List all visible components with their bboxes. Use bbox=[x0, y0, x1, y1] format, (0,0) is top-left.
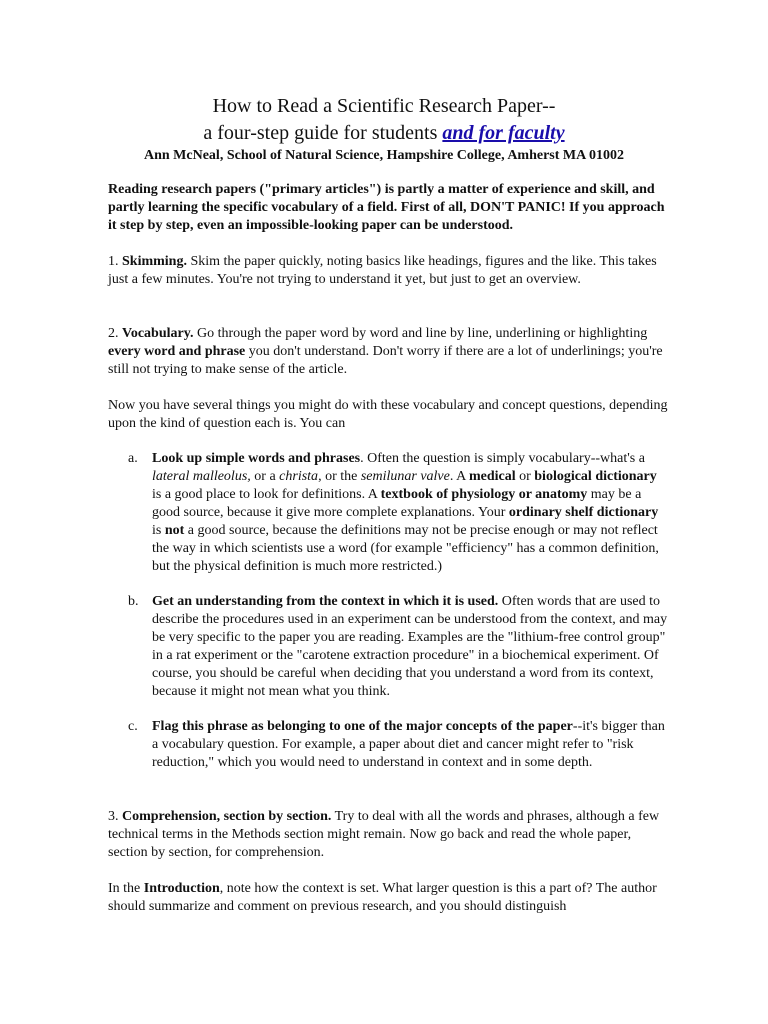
emphasis: medical bbox=[468, 469, 516, 484]
page-title-line1: How to Read a Scientific Research Paper-- bbox=[212, 95, 556, 117]
intro-paragraph: Reading research papers ("primary articles") is partly a matter of experience and skill, and partly learning the specific vocabulary of a field. First of all, DON'T PANIC! If you approach it step by step, even an impossible-looking paper can be understood. bbox=[108, 182, 665, 233]
emphasis: Introduction bbox=[143, 881, 220, 896]
page-title-line2 bbox=[0, 121, 768, 146]
list-marker: b. bbox=[128, 594, 139, 609]
option-list bbox=[108, 450, 668, 576]
item-text: Often words that are used to describe the procedures used in an experiment can be understood from the context, and may be very specific to the paper you are reading. Examples are the "lithium-free control group" in a rat experiment or the "carotene extraction procedure" in a biochemical experiment. Of course, you should be careful when deciding that you understand a word from its context, because it might not mean what you think. bbox=[152, 594, 668, 699]
step-number: 3. bbox=[108, 809, 122, 824]
step-text: In the bbox=[108, 881, 144, 896]
list-marker: c. bbox=[128, 719, 138, 734]
italic-term: christa bbox=[279, 469, 319, 484]
item-text: or a bbox=[250, 469, 280, 484]
emphasis: Get an understanding from the context in which it is used. bbox=[152, 594, 499, 609]
step-text: Skim the paper quickly, noting basics like headings, figures and the like. This takes just a few minutes. You're not trying to understand it yet, but just to get an overview. bbox=[108, 254, 657, 287]
emphasis: biological dictionary bbox=[534, 469, 657, 484]
step-number: 2. bbox=[108, 326, 122, 341]
item-text: . Often the question is simply vocabulary--what's a bbox=[360, 451, 645, 466]
item-text: a good source, because the definitions may not be precise enough or may not reflect the way in which scientists use a word (for example "efficiency" has a common definition, but the physical definition is much more restricted.) bbox=[152, 523, 659, 574]
emphasis: Flag this phrase as belonging to one of the major concepts of the paper bbox=[152, 719, 573, 734]
step-label: Skimming. bbox=[122, 254, 187, 269]
emphasis: ordinary shelf dictionary bbox=[508, 505, 659, 520]
option-list bbox=[108, 593, 668, 701]
title-prefix: a four-step guide for students bbox=[203, 122, 443, 144]
step-text: you don't understand. Don't worry if there are a lot of underlinings; you're still not trying to make sense of the article. bbox=[108, 344, 663, 377]
italic-term: lateral malleolus, bbox=[152, 469, 251, 484]
list-item-b bbox=[108, 593, 668, 701]
item-text: or bbox=[515, 469, 535, 484]
item-text: is a good place to look for definitions. A bbox=[152, 487, 381, 502]
step-label: Comprehension, section by section. bbox=[122, 809, 332, 824]
faculty-link[interactable]: and for faculty bbox=[442, 122, 565, 144]
item-text: may be a good source, because it give more complete explanations. Your bbox=[152, 487, 642, 520]
introduction-guidance bbox=[108, 880, 668, 916]
option-list bbox=[108, 718, 668, 772]
item-text: --it's bigger than a vocabulary question. For example, a paper about diet and cancer might refer to "risk reduction," which you would need to understand in context and in some depth. bbox=[152, 719, 665, 770]
step-label: Vocabulary. bbox=[122, 326, 194, 341]
emphasis: every word and phrase bbox=[108, 344, 246, 359]
step-text: , note how the context is set. What larger question is this a part of? The author should summarize and comment on previous research, and you should distinguish bbox=[108, 881, 657, 914]
italic-term: semilunar valve bbox=[360, 469, 450, 484]
emphasis: textbook of physiology or anatomy bbox=[380, 487, 588, 502]
item-text: . A bbox=[449, 469, 469, 484]
options-paragraph: Now you have several things you might do with these vocabulary and concept questions, depending upon the kind of question each is. You can bbox=[108, 398, 668, 431]
step-text: Try to deal with all the words and phrases, although a few technical terms in the Methods section might remain. Now go back and read the whole paper, section by section, for comprehension. bbox=[108, 809, 660, 860]
step-vocabulary bbox=[108, 325, 668, 379]
emphasis: Look up simple words and phrases bbox=[152, 451, 361, 466]
item-text: is bbox=[152, 523, 165, 538]
step-comprehension bbox=[108, 808, 668, 862]
item-text: , or the bbox=[318, 469, 361, 484]
list-item-a bbox=[108, 450, 668, 576]
emphasis: not bbox=[164, 523, 185, 538]
list-item-c bbox=[108, 718, 668, 772]
author-byline: Ann McNeal, School of Natural Science, Hampshire College, Amherst MA 01002 bbox=[144, 148, 624, 163]
step-number: 1. bbox=[108, 254, 122, 269]
list-marker: a. bbox=[128, 451, 138, 466]
step-text: Go through the paper word by word and line by line, underlining or highlighting bbox=[193, 326, 648, 341]
step-skimming bbox=[108, 253, 668, 289]
